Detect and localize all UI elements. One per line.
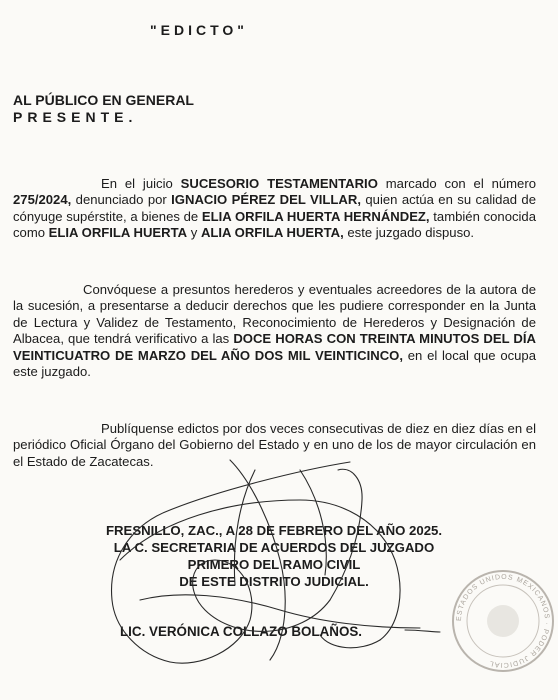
bold-span: SUCESORIO TESTAMENTARIO bbox=[180, 176, 378, 191]
bold-span: IGNACIO PÉREZ DEL VILLAR, bbox=[171, 192, 361, 208]
place-date: FRESNILLO, ZAC., A 28 DE FEBRERO DEL AÑO 2025. bbox=[105, 523, 443, 538]
presente-line: PRESENTE. bbox=[13, 109, 138, 125]
text-span: también conocida como bbox=[13, 208, 536, 241]
paragraph-summons bbox=[13, 282, 536, 380]
case-number: 275/2024, bbox=[13, 192, 72, 208]
bold-span: ALIA ORFILA HUERTA, bbox=[200, 225, 344, 241]
closing-line: PRIMERO DEL RAMO CIVIL bbox=[187, 557, 361, 572]
text-span: en el local que ocupa este juzgado. bbox=[13, 347, 536, 380]
document-title: "EDICTO" bbox=[150, 22, 248, 38]
paragraph-lawsuit bbox=[13, 176, 536, 242]
signatory-name: LIC. VERÓNICA COLLAZO BOLAÑOS. bbox=[120, 624, 363, 639]
paragraph-publication bbox=[13, 421, 536, 470]
hearing-datetime: DOCE HORAS CON TREINTA MINUTOS DEL DÍA VEINTICUATRO DE MARZO DEL AÑO DOS MIL VEINTICINCO, bbox=[13, 331, 536, 363]
addressee-block bbox=[13, 92, 194, 126]
text-span: este juzgado dispuso. bbox=[343, 225, 475, 241]
text-span: En el juicio bbox=[101, 176, 181, 191]
bold-span: ELIA ORFILA HUERTA bbox=[48, 225, 188, 241]
seal-text: ESTADOS UNIDOS MEXICANOS · PODER JUDICIAL bbox=[455, 573, 551, 669]
bold-span: ELIA ORFILA HUERTA HERNÁNDEZ, bbox=[201, 208, 430, 224]
text-span: y bbox=[187, 225, 201, 241]
text-span: Convóquese a presuntos herederos y eventuales acreedores de la autora de la sucesión, a presentarse a deducir derechos que les pudiere corresponder en la Junta de Lectura y Validez de Testamento, Reconocimiento de Herederos y Designación de Albacea, que tendrá verificativo a las bbox=[13, 282, 536, 347]
text-span: marcado con el número bbox=[377, 176, 536, 191]
closing-line: DE ESTE DISTRITO JUDICIAL. bbox=[179, 574, 369, 589]
text-span: Publíquense edictos por dos veces consecutivas de diez en diez días en el periódico Oficial Órgano del Gobierno del Estado y en uno de los de mayor circulación en el Estado de Zacatecas. bbox=[13, 421, 536, 469]
text-span: quien actúa en su calidad de cónyuge supérstite, a bienes de bbox=[13, 192, 536, 224]
addressee-line: AL PÚBLICO EN GENERAL bbox=[13, 92, 194, 108]
text-span: denunciado por bbox=[71, 192, 172, 208]
court-seal-stamp bbox=[448, 566, 558, 676]
closing-line: LA C. SECRETARIA DE ACUERDOS DEL JUZGADO bbox=[113, 540, 435, 555]
